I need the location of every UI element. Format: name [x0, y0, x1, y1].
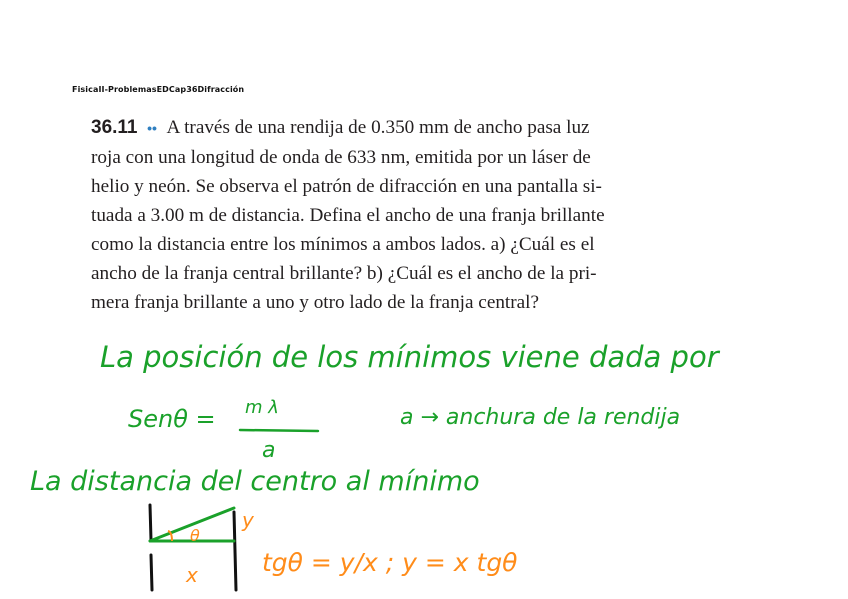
- problem-text-line: como la distancia entre los mínimos a ambos lados. a) ¿Cuál es el: [91, 234, 595, 255]
- problem-text-line: mera franja brillante a uno y otro lado de la franja central?: [91, 292, 540, 313]
- fraction-bar: [240, 430, 318, 431]
- note-formula-denominator: a: [262, 438, 276, 463]
- note-slit-width: a → anchura de la rendija: [400, 405, 681, 430]
- distance-y-label: y: [242, 508, 254, 532]
- slit-line: [150, 505, 152, 590]
- screen-line: [234, 512, 236, 590]
- problem-text-line: roja con una longitud de onda de 633 nm, emitida por un láser de: [91, 147, 591, 168]
- tangent-formula: tgθ = y/x ; y = x tgθ: [262, 548, 518, 577]
- note-formula-lhs: Senθ =: [128, 405, 216, 433]
- problem-text-line: A través de una rendija de 0.350 mm de ancho pasa luz: [166, 117, 590, 138]
- document-header: FisicaII-ProblemasEDCap36Difracción: [72, 85, 245, 94]
- problem-text-line: helio y neón. Se observa el patrón de difracción en una pantalla si-: [91, 176, 602, 197]
- difficulty-marker: ••: [147, 120, 157, 136]
- problem-text-line: tuada a 3.00 m de distancia. Defina el ancho de una franja brillante: [91, 205, 605, 226]
- problem-text-line: ancho de la franja central brillante? b) ¿Cuál es el ancho de la pri-: [91, 263, 597, 284]
- angle-theta-label: θ: [190, 526, 200, 545]
- note-formula-numerator: m λ: [245, 397, 279, 418]
- note-minima-position: La posición de los mínimos viene dada por: [100, 340, 719, 374]
- problem-number: 36.11: [91, 117, 138, 138]
- distance-x-label: x: [186, 563, 198, 587]
- note-center-distance: La distancia del centro al mínimo: [30, 466, 480, 497]
